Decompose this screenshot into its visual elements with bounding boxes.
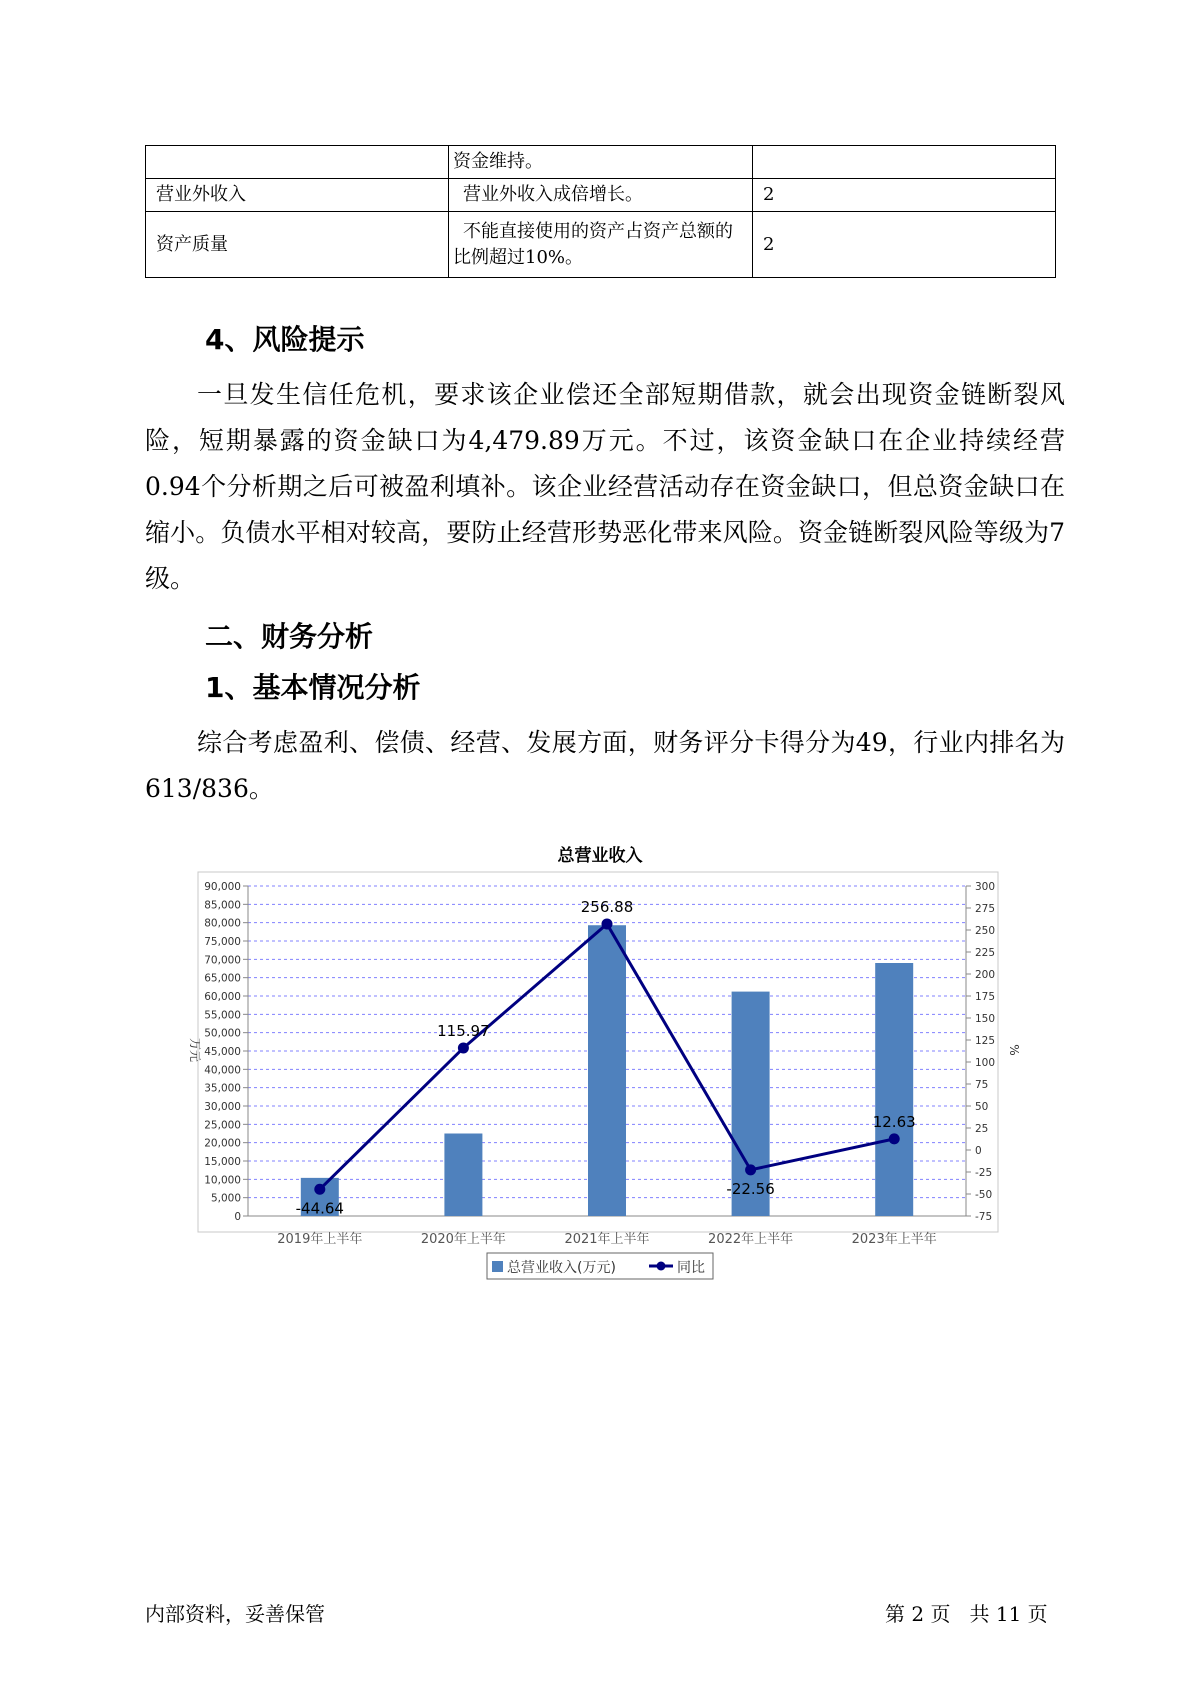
footer-left: 内部资料，妥善保管: [145, 1602, 325, 1626]
y2-tick-label: 125: [975, 1035, 996, 1047]
line-point: [889, 1133, 900, 1144]
legend-line-label: 同比: [677, 1260, 705, 1276]
y-tick-label: 80,000: [204, 917, 241, 930]
y-tick-label: 10,000: [204, 1174, 241, 1187]
y-tick-label: 15,000: [204, 1156, 241, 1168]
y-tick-label: 90,000: [204, 881, 241, 893]
y2-tick-label: 0: [975, 1145, 982, 1157]
x-tick-label: 2021年上半年: [564, 1232, 650, 1247]
y2-tick-label: 275: [975, 903, 996, 915]
basic-heading: 1、基本情况分析: [205, 671, 421, 704]
y2-tick-label: 150: [975, 1013, 996, 1025]
table-cell-desc: 资金维持。: [449, 146, 753, 179]
line-point: [458, 1042, 469, 1053]
legend-bar-swatch: [492, 1261, 503, 1272]
y-tick-label: 50,000: [204, 1027, 241, 1040]
y-tick-label: 65,000: [204, 972, 241, 985]
y-tick-label: 25,000: [204, 1119, 241, 1132]
y2-tick-label: 75: [975, 1079, 989, 1091]
risk-paragraph: 一旦发生信任危机，要求该企业偿还全部短期借款，就会出现资金链断裂风险，短期暴露的资金缺口为4,479.89万元。不过，该资金缺口在企业持续经营 0.94个分析期之后可被盈利填补。该企业经营活动存在资金缺口，但总资金缺口在缩小。负债水平相对较高，要防止经营形势恶化带来风险。资金链断裂风险等级为7级。: [145, 380, 1065, 593]
y-tick-label: 30,000: [204, 1101, 241, 1113]
data-label: -22.56: [726, 1179, 775, 1198]
data-label: 256.88: [580, 897, 634, 916]
y2-tick-label: 100: [975, 1057, 996, 1069]
basic-paragraph: 综合考虑盈利、偿债、经营、发展方面，财务评分卡得分为49，行业内排名为613/836。: [145, 728, 1065, 803]
chart-title: 总营业收入: [557, 846, 643, 866]
x-tick-label: 2020年上半年: [420, 1232, 506, 1247]
line-point: [602, 918, 613, 929]
y2-tick-label: -25: [975, 1167, 993, 1179]
y2-tick-label: 300: [975, 881, 996, 893]
y-axis-label: 万元: [188, 1037, 202, 1063]
line-point: [745, 1164, 756, 1175]
y2-tick-label: 250: [975, 925, 996, 937]
legend-bar-label: 总营业收入(万元): [507, 1260, 616, 1276]
bar: [875, 963, 913, 1216]
y-tick-label: 75,000: [204, 936, 241, 948]
table-cell-item: 营业外收入: [146, 179, 449, 212]
y-tick-label: 60,000: [204, 991, 241, 1003]
y2-tick-label: -50: [975, 1189, 993, 1201]
data-label: -44.64: [295, 1199, 344, 1218]
table-cell-score: 2: [753, 212, 1056, 278]
legend-line-marker: [657, 1262, 666, 1271]
y-tick-label: 5,000: [210, 1192, 241, 1205]
y2-tick-label: -75: [975, 1211, 993, 1223]
y2-tick-label: 50: [975, 1101, 989, 1113]
data-label: 12.63: [872, 1112, 916, 1131]
y-tick-label: 45,000: [204, 1046, 241, 1058]
data-label: 115.97: [437, 1021, 490, 1040]
table-cell-desc: 不能直接使用的资产占资产总额的比例超过10%。: [449, 212, 753, 278]
table-cell-item: 资产质量: [146, 212, 449, 278]
table-cell-score: 2: [753, 179, 1056, 212]
y2-tick-label: 225: [975, 947, 996, 959]
y-tick-label: 70,000: [204, 954, 241, 967]
line-point: [314, 1184, 325, 1195]
y2-axis-label: %: [1007, 1044, 1021, 1056]
finance-heading: 二、财务分析: [205, 620, 374, 653]
y-tick-label: 20,000: [204, 1137, 241, 1150]
x-tick-label: 2022年上半年: [708, 1232, 794, 1247]
table-cell-desc: 营业外收入成倍增长。: [449, 179, 753, 212]
y2-tick-label: 25: [975, 1123, 989, 1135]
x-tick-label: 2023年上半年: [851, 1232, 937, 1247]
y2-tick-label: 175: [975, 991, 996, 1003]
risk-heading: 4、风险提示: [205, 323, 365, 356]
bar: [588, 925, 626, 1216]
y-tick-label: 55,000: [204, 1009, 241, 1022]
x-tick-label: 2019年上半年: [277, 1232, 363, 1247]
y-tick-label: 35,000: [204, 1082, 241, 1095]
y2-tick-label: 200: [975, 969, 996, 981]
y-tick-label: 40,000: [204, 1064, 241, 1077]
footer-right: 第 2 页 共 11 页: [885, 1602, 1048, 1626]
y-tick-label: 0: [234, 1211, 241, 1223]
bar: [444, 1134, 482, 1217]
y-tick-label: 85,000: [204, 899, 241, 912]
